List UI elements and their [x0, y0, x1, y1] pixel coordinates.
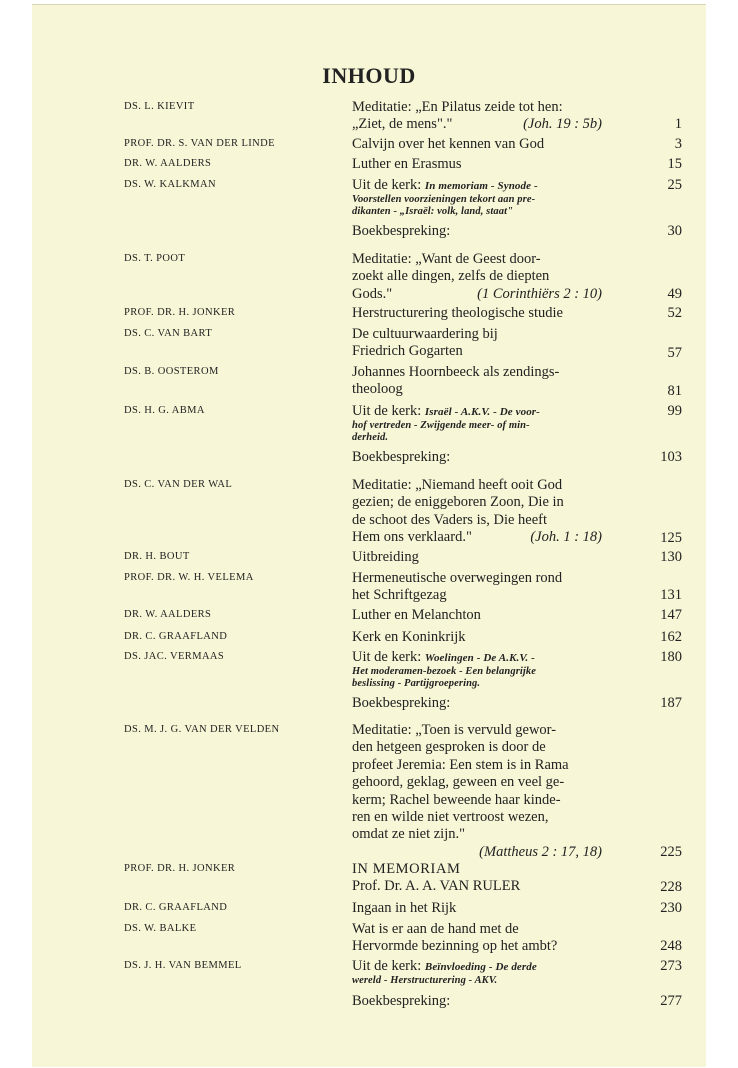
title-line: IN MEMORIAM: [352, 861, 461, 877]
entry-page-number: 99: [667, 403, 682, 419]
entry-page-number: 81: [667, 383, 682, 399]
entry-author: DR. H. BOUT: [124, 551, 190, 562]
entry-author: PROF. DR. H. JONKER: [124, 863, 236, 874]
entry-page-number: 52: [667, 305, 682, 321]
subject-line: Het moderamen-bezoek - Een belangrijke: [352, 666, 537, 678]
entry-author: PROF. DR. W. H. VELEMA: [124, 572, 254, 583]
entry-title: [352, 993, 602, 1010]
title-line: Hervormde bezinning op het ambt?: [352, 938, 558, 955]
title-line: theoloog: [352, 381, 403, 398]
entry-page-number: 248: [660, 938, 682, 954]
entry-title: [352, 251, 602, 303]
page-title: INHOUD: [322, 63, 416, 88]
title-line: gezien; de eniggeboren Zoon, Die in: [352, 494, 564, 511]
entry-author: DR. C. GRAAFLAND: [124, 902, 228, 913]
title-line: Uit de kerk: Beïnvloeding - De derde: [352, 958, 537, 974]
subject-line: wereld - Herstructurering - AKV.: [352, 975, 498, 987]
entry-title: [352, 403, 602, 444]
title-line: omdat ze niet zijn.": [352, 826, 466, 843]
subject-line: dikanten - „Israël: volk, land, staat": [352, 206, 514, 218]
entry-title: [352, 607, 602, 624]
entry-title: [352, 136, 602, 153]
title-line: Uit de kerk: In memoriam - Synode -: [352, 177, 538, 193]
entry-author: DS. H. G. ABMA: [124, 405, 205, 416]
entry-page-number: 125: [660, 530, 682, 546]
entry-author: DR. W. AALDERS: [124, 158, 212, 169]
title-line: kerm; Rachel beweende haar kinde-: [352, 791, 561, 808]
subject-line: Voorstellen voorzieningen tekort aan pre-: [352, 194, 536, 206]
title-line: Meditatie: „Want de Geest door-: [352, 251, 541, 267]
title-line: Calvijn over het kennen van God: [352, 136, 545, 152]
entry-title: [352, 449, 602, 466]
entry-title: [352, 570, 602, 605]
title-line: Kerk en Koninkrijk: [352, 629, 466, 645]
entry-page-number: 230: [660, 900, 682, 916]
entry-author: DS. W. KALKMAN: [124, 179, 216, 190]
title-line: Meditatie: „Toen is vervuld gewor-: [352, 722, 557, 738]
entry-author: DS. W. BALKE: [124, 923, 197, 934]
entry-title: [352, 326, 602, 361]
entry-title: [352, 177, 602, 218]
entry-page-number: 25: [667, 177, 682, 193]
entry-author: DS. C. VAN BART: [124, 328, 213, 339]
entry-author: DS. T. POOT: [124, 253, 186, 264]
title-line: Meditatie: „En Pilatus zeide tot hen:: [352, 99, 563, 115]
scripture-reference: (Mattheus 2 : 17, 18): [479, 843, 602, 860]
title-line: de schoot des Vaders is, Die heeft: [352, 511, 548, 528]
entry-title: [352, 695, 602, 712]
title-line: Prof. Dr. A. A. VAN RULER: [352, 878, 521, 895]
entry-title: [352, 900, 602, 917]
title-line: Ingaan in het Rijk: [352, 900, 457, 916]
title-line: den hetgeen gesproken is door de: [352, 739, 546, 756]
title-line: Meditatie: „Niemand heeft ooit God: [352, 477, 563, 493]
entry-title: [352, 921, 602, 956]
title-line: Friedrich Gogarten: [352, 343, 463, 360]
title-line: „Ziet, de mens"." (Joh. 19 : 5b): [352, 116, 602, 133]
scripture-reference: (Joh. 1 : 18): [530, 529, 602, 546]
entry-title: [352, 99, 602, 134]
toc-page: [32, 4, 706, 1067]
entry-author: PROF. DR. H. JONKER: [124, 307, 236, 318]
title-line: het Schriftgezag: [352, 587, 447, 604]
title-line: Hem ons verklaard." (Joh. 1 : 18): [352, 529, 602, 546]
entry-title: [352, 722, 602, 861]
entry-author: PROF. DR. S. VAN DER LINDE: [124, 138, 275, 149]
entry-page-number: 180: [660, 649, 682, 665]
title-line: Boekbespreking:: [352, 223, 451, 239]
entry-page-number: 130: [660, 549, 682, 565]
title-line: Hermeneutische overwegingen rond: [352, 570, 563, 586]
entry-title: [352, 861, 602, 896]
entry-page-number: 1: [674, 116, 682, 132]
entry-page-number: 15: [667, 156, 682, 172]
title-line: Uit de kerk: Woelingen - De A.K.V. -: [352, 649, 535, 665]
title-line: Johannes Hoornbeeck als zendings-: [352, 364, 560, 380]
subject-line: derheid.: [352, 432, 389, 444]
entry-page-number: 131: [660, 587, 682, 603]
entry-page-number: 273: [660, 958, 682, 974]
title-line: Uitbreiding: [352, 549, 419, 565]
entry-author: DS. C. VAN DER WAL: [124, 479, 233, 490]
entry-author: DR. C. GRAAFLAND: [124, 631, 228, 642]
entry-title: [352, 549, 602, 566]
entry-page-number: 57: [667, 345, 682, 361]
scripture-reference: (Joh. 19 : 5b): [523, 116, 602, 133]
scripture-reference: (1 Corinthiërs 2 : 10): [477, 285, 602, 302]
entry-page-number: 162: [660, 629, 682, 645]
entry-page-number: 187: [660, 695, 682, 711]
entry-title: [352, 649, 602, 690]
subject-line: beslissing - Partijgroepering.: [352, 678, 481, 690]
entry-title: [352, 305, 602, 322]
entry-author: DS. B. OOSTEROM: [124, 366, 219, 377]
entry-page-number: 225: [660, 844, 682, 860]
entry-title: [352, 629, 602, 646]
title-line: Boekbespreking:: [352, 449, 451, 465]
title-line: Boekbespreking:: [352, 993, 451, 1009]
entry-page-number: 30: [667, 223, 682, 239]
entry-page-number: 277: [660, 993, 682, 1009]
entry-title: [352, 477, 602, 547]
entry-author: DS. L. KIEVIT: [124, 101, 195, 112]
entry-author: DS. J. H. VAN BEMMEL: [124, 960, 242, 971]
title-line: profeet Jeremia: Een stem is in Rama: [352, 756, 569, 773]
entry-title: [352, 156, 602, 173]
title-line: Herstructurering theologische studie: [352, 305, 563, 321]
entry-author: DS. M. J. G. VAN DER VELDEN: [124, 724, 280, 735]
title-line: Luther en Erasmus: [352, 156, 462, 172]
entry-page-number: 3: [674, 136, 682, 152]
entry-page-number: 228: [660, 879, 682, 895]
entry-author: DS. JAC. VERMAAS: [124, 651, 225, 662]
entry-page-number: 103: [660, 449, 682, 465]
entry-page-number: 49: [667, 286, 682, 302]
entry-title: [352, 364, 602, 399]
title-line: ren en wilde niet vertroost wezen,: [352, 808, 549, 825]
title-line: Luther en Melanchton: [352, 607, 481, 623]
title-line: zoekt alle dingen, zelfs de diepten: [352, 268, 550, 285]
title-line: Gods." (1 Corinthiërs 2 : 10): [352, 285, 602, 302]
title-line: Uit de kerk: Israël - A.K.V. - De voor-: [352, 403, 540, 419]
title-line: Wat is er aan de hand met de: [352, 921, 519, 937]
entry-page-number: 147: [660, 607, 682, 623]
entry-title: [352, 223, 602, 240]
title-line: Boekbespreking:: [352, 695, 451, 711]
entry-author: DR. W. AALDERS: [124, 609, 212, 620]
entry-title: [352, 958, 602, 987]
subject-line: hof vertreden - Zwijgende meer- of min-: [352, 420, 530, 432]
title-line: gehoord, geklag, geween en veel ge-: [352, 774, 565, 791]
title-line: De cultuurwaardering bij: [352, 326, 498, 342]
